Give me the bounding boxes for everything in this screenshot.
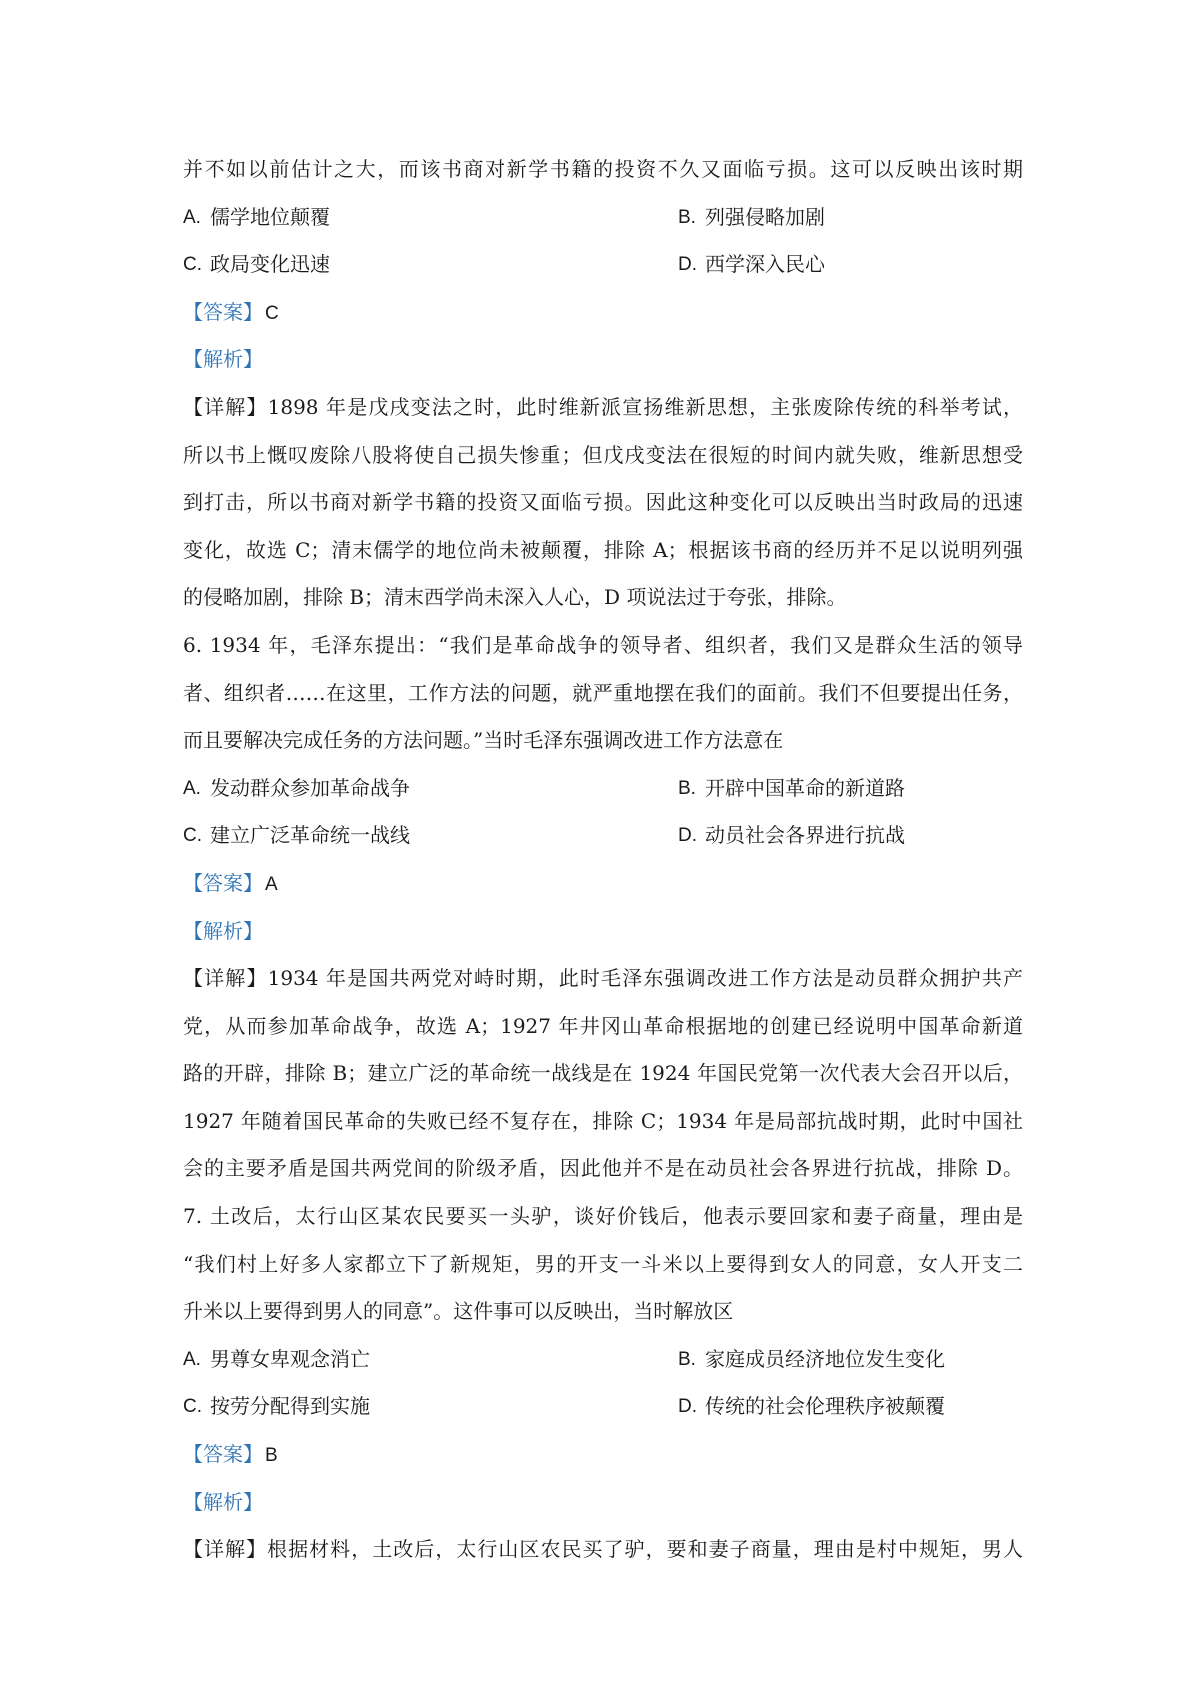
q5-stem-line: 并不如以前估计之大，而该书商对新学书籍的投资不久又面临亏损。这可以反映出该时期	[183, 157, 1023, 181]
q5-option-a-letter: A.	[183, 206, 201, 228]
q5-option-c	[183, 241, 678, 289]
q7-option-b-text: 家庭成员经济地位发生变化	[705, 1346, 945, 1371]
q6-answer-value: A	[265, 873, 278, 895]
q6-option-b-text: 开辟中国革命的新道路	[705, 775, 905, 800]
q6-detail-line-3: 路的开辟，排除 B；建立广泛的革命统一战线是在 1924 年国民党第一次代表大会召开以后，	[183, 1061, 1023, 1086]
q6-stem-line-3: 而且要解决完成任务的方法问题。”当时毛泽东强调改进工作方法意在	[183, 728, 784, 753]
q6-option-d	[678, 812, 1023, 860]
q5-detail-line-3: 到打击，所以书商对新学书籍的投资又面临亏损。因此这种变化可以反映出当时政局的迅速	[183, 490, 1023, 515]
q6-detail-tag: 【详解】	[183, 966, 268, 991]
q6-option-d-letter: D.	[678, 825, 697, 847]
q7-option-c-letter: C.	[183, 1396, 202, 1418]
q5-options-row-2	[183, 241, 1023, 289]
q7-option-c	[183, 1383, 678, 1431]
q5-option-b	[678, 194, 1023, 242]
q7-answer-value: B	[265, 1445, 278, 1467]
q6-stem-line-1: 6. 1934 年，毛泽东提出：“我们是革命战争的领导者、组织者，我们又是群众生活的领导	[183, 632, 1023, 657]
q7-options-row-2	[183, 1383, 1023, 1431]
q6-option-a-letter: A.	[183, 777, 201, 799]
q6-stem-line-2: 者、组织者……在这里，工作方法的问题，就严重地摆在我们的面前。我们不但要提出任务，	[183, 680, 1023, 705]
q6-option-c-letter: C.	[183, 825, 202, 847]
q6-answer-tag: 【答案】	[183, 870, 263, 895]
q5-option-a-text: 儒学地位颠覆	[210, 204, 330, 229]
q6-option-a	[183, 765, 678, 813]
q5-answer-tag: 【答案】	[183, 299, 263, 324]
q7-option-d-letter: D.	[678, 1396, 697, 1418]
q7-option-b-letter: B.	[678, 1348, 696, 1370]
q5-option-c-text: 政局变化迅速	[210, 252, 330, 277]
q6-answer-line	[183, 860, 1023, 908]
q5-options-row-1	[183, 194, 1023, 242]
q7-option-c-text: 按劳分配得到实施	[210, 1394, 370, 1419]
q7-detail-line-1	[183, 1526, 1023, 1574]
q7-analysis-tag: 【解析】	[183, 1489, 263, 1514]
q7-detail-tag: 【详解】	[183, 1537, 268, 1562]
q7-option-d-text: 传统的社会伦理秩序被颠覆	[705, 1394, 945, 1419]
q7-stem-line-3: 升米以上要得到男人的同意”。这件事可以反映出，当时解放区	[183, 1299, 734, 1324]
q5-detail-line-5: 的侵略加剧，排除 B；清末西学尚未深入人心，D 项说法过于夸张，排除。	[183, 585, 847, 610]
q6-option-b	[678, 765, 1023, 813]
q5-option-d-text: 西学深入民心	[705, 252, 825, 277]
q5-option-c-letter: C.	[183, 254, 202, 276]
q7-option-b	[678, 1336, 1023, 1384]
q5-detail-line-4: 变化，故选 C；清末儒学的地位尚未被颠覆，排除 A；根据该书商的经历并不足以说明列强	[183, 537, 1023, 562]
q7-option-d	[678, 1383, 1023, 1431]
q5-analysis-tag: 【解析】	[183, 347, 263, 372]
q6-option-d-text: 动员社会各界进行抗战	[705, 823, 905, 848]
q5-option-a	[183, 194, 678, 242]
q6-option-c-text: 建立广泛革命统一战线	[210, 823, 410, 848]
q6-option-a-text: 发动群众参加革命战争	[210, 775, 410, 800]
q5-option-b-letter: B.	[678, 206, 696, 228]
q7-answer-tag: 【答案】	[183, 1442, 263, 1467]
q6-option-c	[183, 812, 678, 860]
q7-detail-text-1: 根据材料，土改后，太行山区农民买了驴，要和妻子商量，理由是村中规矩，男人	[267, 1537, 1024, 1562]
q7-stem-line-1: 7. 土改后，太行山区某农民要买一头驴，谈好价钱后，他表示要回家和妻子商量，理由是	[183, 1204, 1023, 1229]
document-page	[183, 146, 1023, 1574]
q5-detail-line-1	[183, 384, 1023, 432]
q5-detail-text-1: 1898 年是戊戌变法之时，此时维新派宣扬维新思想，主张废除传统的科举考试，	[267, 394, 1023, 419]
q5-option-d-letter: D.	[678, 254, 697, 276]
q7-option-a-letter: A.	[183, 1348, 201, 1370]
q7-option-a-text: 男尊女卑观念消亡	[210, 1346, 370, 1371]
q7-stem-line-2: “我们村上好多人家都立下了新规矩，男的开支一斗米以上要得到女人的同意，女人开支二	[183, 1251, 1023, 1276]
q7-analysis-line	[183, 1479, 1023, 1527]
q6-options-row-2	[183, 812, 1023, 860]
q6-detail-line-4: 1927 年随着国民革命的失败已经不复存在，排除 C；1934 年是局部抗战时期，此时中国社	[183, 1108, 1023, 1133]
q5-option-b-text: 列强侵略加剧	[705, 204, 825, 229]
q7-answer-line	[183, 1431, 1023, 1479]
q6-detail-line-2: 党，从而参加革命战争，故选 A；1927 年井冈山革命根据地的创建已经说明中国革命新道	[183, 1013, 1023, 1038]
q5-detail-tag: 【详解】	[183, 394, 268, 419]
q6-analysis-tag: 【解析】	[183, 918, 263, 943]
q7-option-a	[183, 1336, 678, 1384]
q6-detail-line-5: 会的主要矛盾是国共两党间的阶级矛盾，因此他并不是在动员社会各界进行抗战，排除 D。	[183, 1156, 1023, 1181]
q5-detail-line-2: 所以书上慨叹废除八股将使自己损失惨重；但戊戌变法在很短的时间内就失败，维新思想受	[183, 442, 1023, 467]
q6-analysis-line	[183, 908, 1023, 956]
q6-detail-text-1: 1934 年是国共两党对峙时期，此时毛泽东强调改进工作方法是动员群众拥护共产	[267, 966, 1023, 991]
q7-options-row-1	[183, 1336, 1023, 1384]
q6-options-row-1	[183, 765, 1023, 813]
q5-answer-line	[183, 289, 1023, 337]
q6-option-b-letter: B.	[678, 777, 696, 799]
q5-answer-value: C	[265, 302, 279, 324]
q5-analysis-line	[183, 336, 1023, 384]
q6-detail-line-1	[183, 955, 1023, 1003]
q5-option-d	[678, 241, 1023, 289]
